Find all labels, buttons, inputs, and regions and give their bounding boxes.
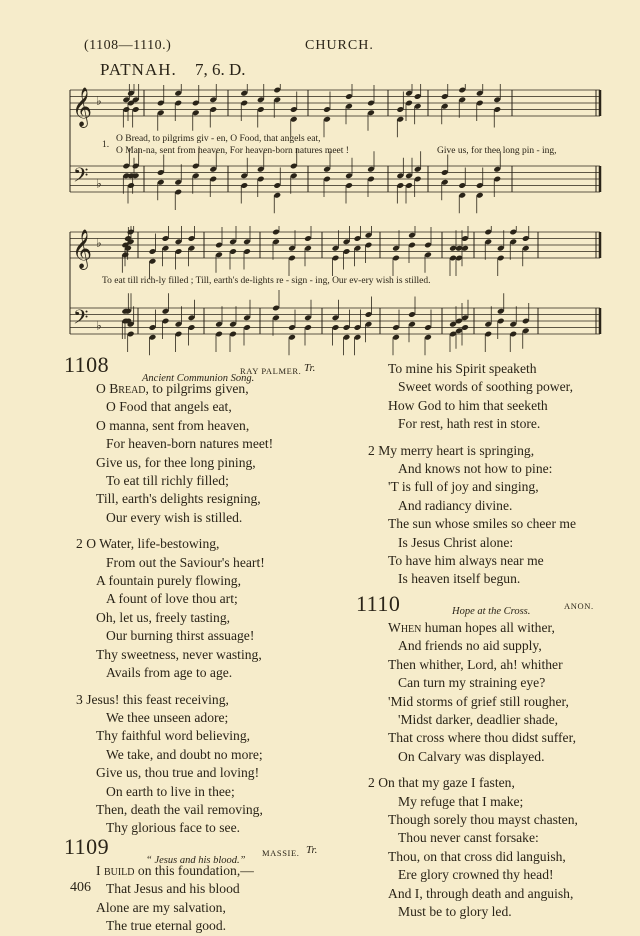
music-lyric-line1c: Give us, for thee long pin - ing, (437, 146, 557, 156)
hymn-line: Give us, for thee long pining, (96, 454, 256, 470)
hymn-line: That cross where thou didst suffer, (388, 730, 576, 746)
hymn-author: MASSIE. (262, 847, 300, 858)
hymn-line: 'T is full of joy and singing, (388, 479, 539, 495)
verse-number-marker: 1. (102, 140, 110, 150)
hymn-1109-text-part2 (356, 360, 616, 589)
hymn-line: And radiancy divine. (398, 497, 513, 513)
music-system-2 (60, 226, 605, 356)
hymn-line: Is Jesus Christ alone: (398, 534, 514, 550)
hymn-line: 'Midst darker, deadlier shade, (398, 711, 559, 727)
hymn-line: For rest, hath rest in store. (398, 416, 541, 432)
hymn-line: O manna, sent from heaven, (96, 417, 250, 433)
music-lyric-line1a: O Bread, to pilgrims giv - en, O Food, that angels eat, (116, 134, 321, 144)
hymn-line: Sweet words of soothing power, (398, 379, 574, 395)
hymn-line: And knows not how to pine: (398, 461, 553, 477)
hymn-subtitle: Ancient Communion Song. (142, 373, 255, 384)
hymn-line: On earth to live in thee; (106, 783, 235, 799)
hymn-line: Then, death the vail removing, (96, 801, 263, 817)
hymn-line: How God to him that seeketh (388, 397, 548, 413)
hymn-line: Thou never canst forsake: (398, 830, 539, 846)
svg-text:♭: ♭ (96, 236, 102, 250)
page-range: (1108—1110.) (84, 38, 172, 53)
hymn-tr: Tr. (306, 843, 318, 856)
svg-text:𝄢: 𝄢 (73, 305, 89, 334)
hymn-line: 3 Jesus! this feast receiving, (76, 691, 229, 707)
page-number: 406 (70, 880, 91, 895)
hymn-line: O Food that angels eat, (106, 399, 232, 415)
hymn-line: My refuge that I make; (398, 793, 524, 809)
hymn-1110-text (356, 619, 616, 922)
svg-text:♭: ♭ (96, 176, 102, 191)
hymn-line: 'Mid storms of grief still rougher, (388, 693, 569, 709)
hymn-line: A fount of love thou art; (106, 591, 238, 607)
hymn-line: I build on this foundation,— (96, 862, 254, 878)
hymn-author: RAY PALMER. (240, 366, 302, 376)
hymn-line: We take, and doubt no more; (106, 746, 263, 762)
hymn-line: And friends no aid supply, (398, 638, 542, 654)
hymn-line: 2 O Water, life-bestowing, (76, 536, 220, 552)
tune-name: PATNAH. (100, 60, 177, 79)
hymn-1110-header (356, 590, 616, 619)
hymn-1108-header (64, 352, 344, 384)
svg-text:♭: ♭ (96, 318, 102, 333)
hymn-number: 1110 (356, 590, 401, 616)
hymn-line: 2 My merry heart is springing, (368, 442, 535, 458)
section-title: CHURCH. (305, 38, 374, 53)
hymn-tr: Tr. (304, 362, 316, 374)
svg-text:𝄞: 𝄞 (72, 229, 93, 269)
hymn-1109-header (64, 833, 344, 866)
hymn-line: Thy sweetness, never wasting, (96, 646, 262, 662)
hymn-line: Avails from age to age. (106, 665, 233, 681)
hymn-line: Is heaven itself begun. (398, 571, 521, 587)
hymn-line: Can turn my straining eye? (398, 675, 546, 691)
hymn-line: A fountain purely flowing, (96, 573, 241, 589)
hymn-line: Our every wish is stilled. (106, 509, 243, 525)
hymn-line: And I, through death and anguish, (388, 885, 574, 901)
hymn-line: Thy glorious face to see. (106, 820, 241, 836)
tune-meter: 7, 6. D. (195, 60, 246, 79)
hymn-subtitle: “ Jesus and his blood.” (146, 854, 246, 866)
hymn-line: To have him always near me (388, 553, 544, 569)
hymn-line: O Bread, to pilgrims given, (96, 381, 249, 396)
right-column (356, 360, 616, 921)
hymn-line: On Calvary was displayed. (398, 748, 545, 764)
hymn-line: Till, earth's delights resigning, (96, 491, 261, 507)
hymn-line: Thou, on that cross did languish, (388, 848, 566, 864)
music-lyric-line1b: O Man-na, sent from heaven, For heaven-born natures meet ! (116, 146, 349, 156)
hymn-line: To eat till richly filled; (106, 473, 229, 489)
hymn-line: Our burning thirst assuage! (106, 628, 255, 644)
hymn-line: Then whither, Lord, ah! whither (388, 656, 563, 672)
svg-text:𝄞: 𝄞 (72, 87, 93, 127)
hymn-line: When human hopes all wither, (388, 619, 555, 635)
left-column (64, 352, 344, 935)
hymn-line: Thy faithful word believing, (96, 728, 251, 744)
hymn-line: Must be to glory led. (398, 903, 512, 919)
hymn-line: 2 On that my gaze I fasten, (368, 775, 515, 791)
svg-text:𝄢: 𝄢 (73, 163, 89, 192)
hymn-subtitle: Hope at the Cross. (452, 605, 531, 617)
hymn-line: The true eternal good. (106, 917, 227, 933)
hymn-number: 1108 (64, 352, 110, 377)
hymn-1108-text (64, 380, 344, 838)
svg-text:♭: ♭ (96, 94, 102, 108)
hymn-line: From out the Saviour's heart! (106, 554, 265, 570)
hymn-line: Alone are my salvation, (96, 899, 226, 915)
hymn-line: Ere glory crowned thy head! (398, 867, 554, 883)
hymn-number: 1109 (64, 833, 110, 859)
hymn-line: For heaven-born natures meet! (106, 436, 274, 452)
hymn-line: To mine his Spirit speaketh (388, 361, 537, 376)
music-lyric-line2: To eat till rich-ly filled ; Till, earth's de-lights re - sign - ing, Our ev-ery wish is stilled. (102, 276, 431, 286)
hymn-line: The sun whose smiles so cheer me (388, 516, 577, 532)
hymn-line: That Jesus and his blood (106, 881, 240, 897)
hymn-line: Oh, let us, freely tasting, (96, 609, 231, 625)
hymn-1109-text-part1 (64, 862, 344, 936)
hymn-author: ANON. (564, 600, 594, 611)
hymn-line: Give us, thou true and loving! (96, 765, 260, 781)
hymn-line: Though sorely thou mayst chasten, (388, 811, 578, 827)
hymn-line: We thee unseen adore; (106, 709, 229, 725)
